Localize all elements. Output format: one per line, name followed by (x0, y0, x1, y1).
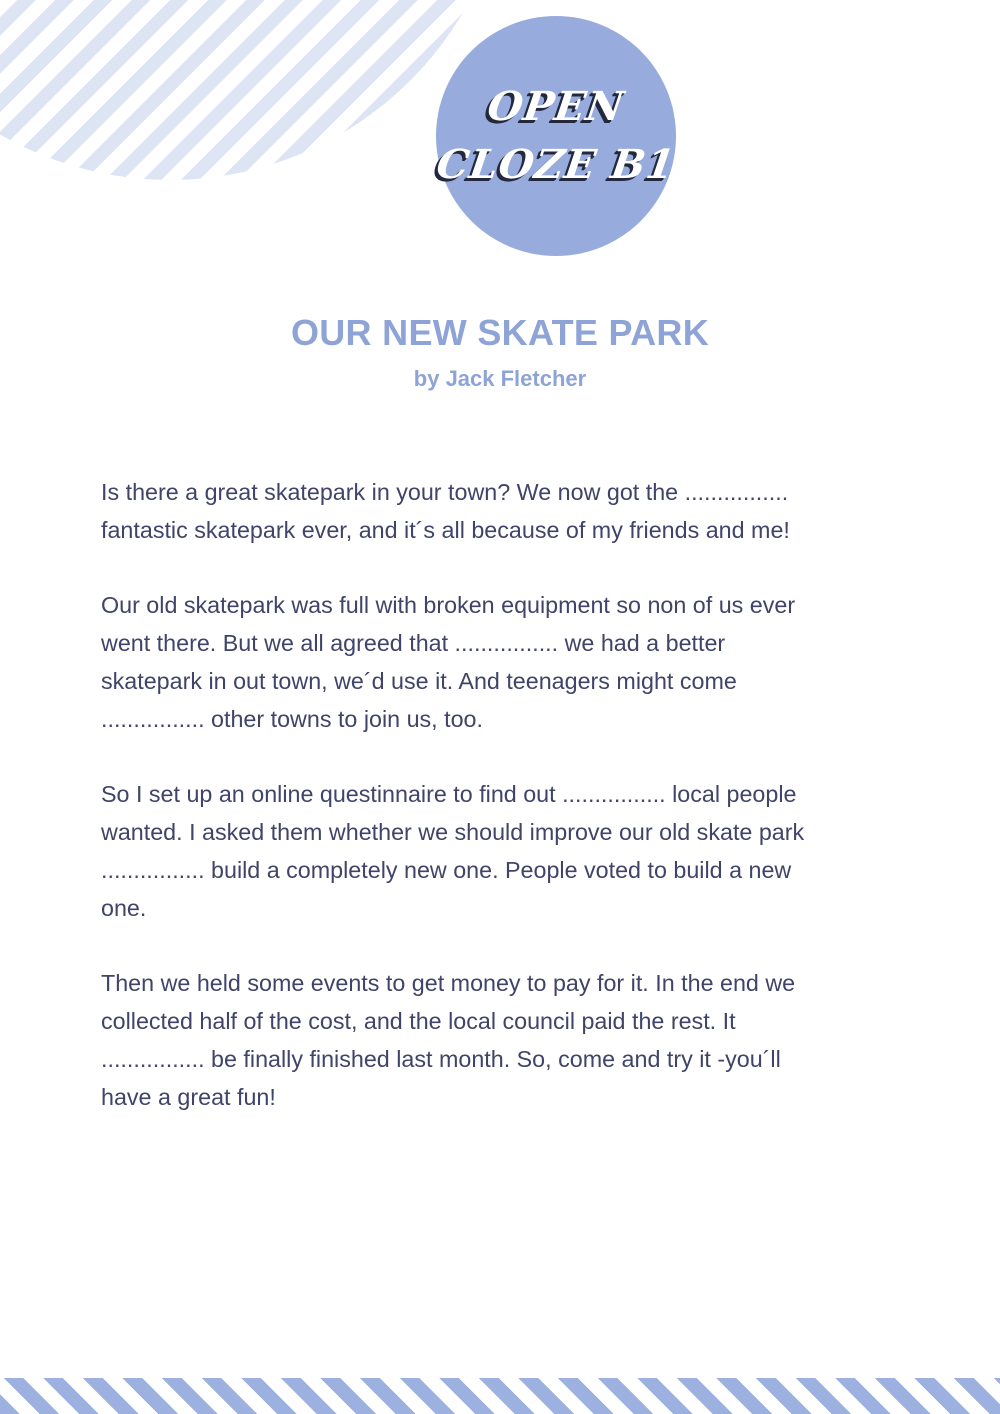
text-line: collected half of the cost, and the local council paid the rest. It (101, 1008, 736, 1034)
text-line: Is there a great skatepark in your town? We now got the ................ (101, 479, 789, 505)
text-line: have a great fun! (101, 1084, 276, 1110)
text-line: ................ other towns to join us, too. (101, 706, 483, 732)
text-line: Then we held some events to get money to pay for it. In the end we (101, 970, 796, 996)
text-line: ................ build a completely new one. People voted to build a new (101, 857, 792, 883)
text-line: skatepark in out town, we´d use it. And teenagers might come (101, 668, 737, 694)
paragraph-4 (101, 964, 901, 1116)
text-line: fantastic skatepark ever, and it´s all because of my friends and me! (101, 517, 790, 543)
text-line: Our old skatepark was full with broken equipment so non of us ever (101, 592, 796, 618)
text-line: went there. But we all agreed that ................ we had a better (101, 630, 726, 656)
decorative-stripe-circle (0, 0, 510, 180)
article-title: OUR NEW SKATE PARK (290, 312, 710, 353)
badge-line-1: OPEN (484, 83, 628, 130)
paragraph-3 (101, 775, 901, 927)
paragraph-1 (101, 473, 901, 549)
open-cloze-badge (433, 16, 679, 256)
text-line: ................ be finally finished last month. So, come and try it -you´ll (101, 1046, 781, 1072)
text-line: wanted. I asked them whether we should improve our old skate park (101, 819, 805, 845)
text-line: So I set up an online questinnaire to find out ................ local people (101, 781, 797, 807)
decorative-bottom-stripes (0, 1378, 1000, 1414)
paragraph-2 (101, 586, 901, 738)
article-byline: by Jack Fletcher (413, 366, 587, 391)
article-body (101, 473, 901, 1153)
text-line: one. (101, 895, 147, 921)
badge-line-2: CLOZE B1 (433, 141, 679, 188)
